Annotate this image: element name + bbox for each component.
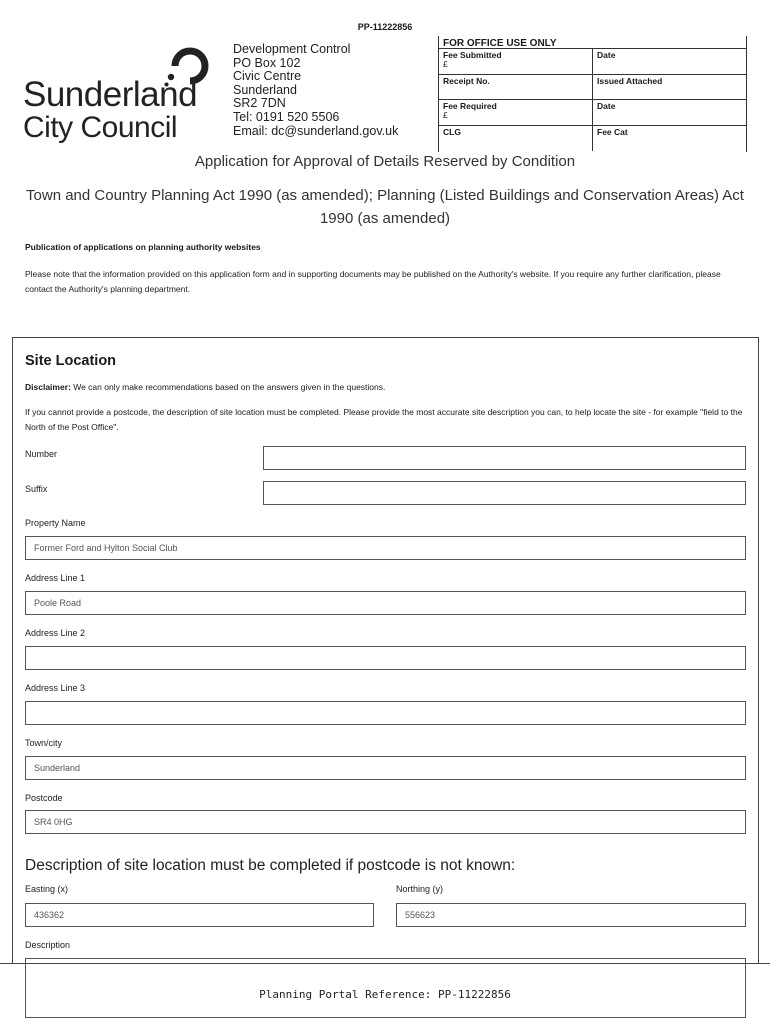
office-cell bbox=[439, 49, 593, 74]
page-divider bbox=[0, 963, 770, 964]
address-line-3-field[interactable] bbox=[25, 701, 746, 725]
council-name-line1: Sunderland bbox=[23, 75, 198, 114]
disclaimer-label: Disclaimer: bbox=[25, 382, 71, 392]
address-line-2-label: Address Line 2 bbox=[25, 628, 86, 638]
council-name bbox=[23, 75, 198, 144]
form-reference: PP-11222856 bbox=[357, 22, 413, 32]
address-line: SR2 7DN bbox=[233, 96, 286, 111]
disclaimer-text: We can only make recommendations based on the answers given in the questions. bbox=[70, 382, 386, 392]
address-line-1-field[interactable]: Poole Road bbox=[25, 591, 746, 615]
northing-label: Northing (y) bbox=[396, 884, 444, 894]
easting-field[interactable]: 436362 bbox=[25, 903, 374, 927]
publication-text: Please note that the information provided on this application form and in supporting documents may be published on the Authority's website. If you require any further clarification, please contact the Authority's planning department. bbox=[25, 269, 721, 294]
northing-field[interactable]: 556623 bbox=[396, 903, 746, 927]
number-label: Number bbox=[25, 449, 58, 459]
office-cell-label: Fee Required bbox=[443, 101, 497, 111]
postcode-label: Postcode bbox=[25, 793, 63, 803]
section-title: Site Location bbox=[25, 353, 117, 369]
council-address bbox=[233, 43, 398, 138]
address-line: PO Box 102 bbox=[233, 55, 301, 70]
suffix-field[interactable] bbox=[263, 481, 746, 505]
property-name-field[interactable]: Former Ford and Hylton Social Club bbox=[25, 536, 746, 560]
description-label: Description bbox=[25, 940, 71, 950]
council-logo bbox=[23, 44, 223, 144]
office-cell-label: Fee Submitted bbox=[443, 50, 502, 60]
site-location-panel bbox=[12, 337, 759, 963]
address-email: Email: dc@sunderland.gov.uk bbox=[233, 123, 399, 138]
office-cell-label: Date bbox=[597, 101, 616, 111]
office-use-row bbox=[439, 100, 746, 126]
address-line-3-label: Address Line 3 bbox=[25, 683, 86, 693]
council-name-line2: City Council bbox=[23, 111, 178, 144]
application-title: Application for Approval of Details Reserved by Condition bbox=[194, 153, 576, 170]
office-use-row bbox=[439, 49, 746, 75]
address-phone: Tel: 0191 520 5506 bbox=[233, 109, 340, 124]
easting-label: Easting (x) bbox=[25, 884, 69, 894]
address-line-1-label: Address Line 1 bbox=[25, 573, 86, 583]
office-cell-label: Issued Attached bbox=[597, 75, 663, 86]
office-cell-currency: £ bbox=[443, 59, 448, 69]
disclaimer bbox=[25, 382, 385, 392]
postcode-note: If you cannot provide a postcode, the description of site location must be completed. Please provide the most accurate site description you can, to help locate the site - for example "field to the North of the Post Office". bbox=[25, 407, 743, 432]
act-title: Town and Country Planning Act 1990 (as amended); Planning (Listed Buildings and Conservation Areas) Act 1990 (as amended) bbox=[26, 187, 744, 227]
town-field[interactable]: Sunderland bbox=[25, 756, 746, 780]
property-name-label: Property Name bbox=[25, 518, 86, 528]
footer-reference: Planning Portal Reference: PP-11222856 bbox=[259, 988, 511, 1001]
office-cell-label: CLG bbox=[443, 126, 461, 137]
town-label: Town/city bbox=[25, 738, 63, 748]
office-cell-label: Receipt No. bbox=[443, 75, 490, 86]
office-use-title: FOR OFFICE USE ONLY bbox=[439, 36, 746, 49]
address-line: Civic Centre bbox=[233, 69, 302, 84]
postcode-field[interactable]: SR4 0HG bbox=[25, 810, 746, 834]
office-cell bbox=[439, 100, 593, 125]
office-cell-label: Date bbox=[597, 50, 616, 60]
address-line: Sunderland bbox=[233, 82, 297, 97]
address-line: Development Control bbox=[233, 42, 351, 56]
address-line-2-field[interactable] bbox=[25, 646, 746, 670]
office-cell bbox=[439, 75, 593, 100]
suffix-label: Suffix bbox=[25, 484, 48, 494]
office-cell-currency: £ bbox=[443, 110, 448, 120]
description-heading: Description of site location must be completed if postcode is not known: bbox=[25, 857, 516, 874]
office-use-table bbox=[438, 36, 747, 152]
publication-heading: Publication of applications on planning authority websites bbox=[25, 242, 261, 252]
number-field[interactable] bbox=[263, 446, 746, 470]
office-use-row bbox=[439, 75, 746, 101]
office-use-row bbox=[439, 126, 746, 152]
office-cell-label: Fee Cat bbox=[597, 126, 628, 137]
office-cell bbox=[439, 126, 593, 152]
